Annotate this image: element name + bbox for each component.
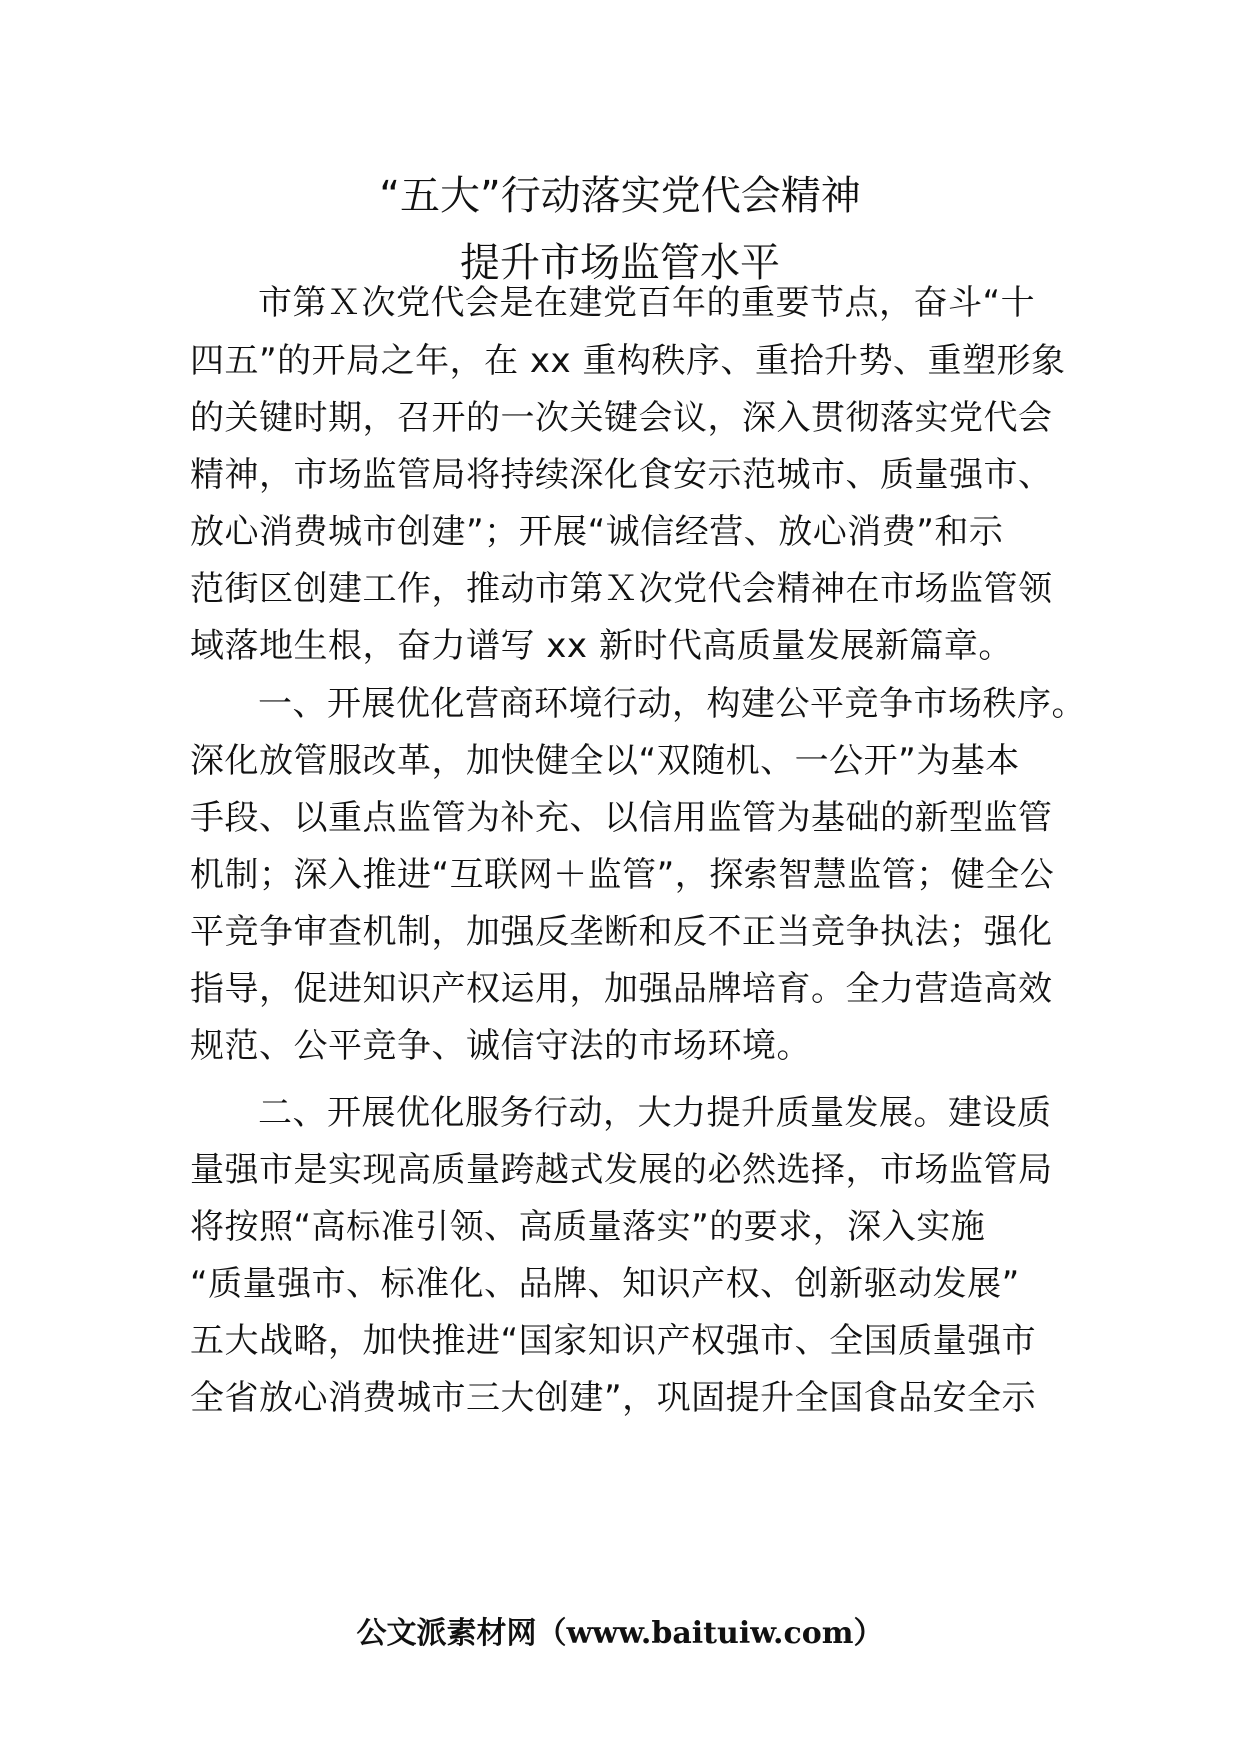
paragraph-line: 全省放心消费城市三大创建”，巩固提升全国食品安全示 (190, 1378, 1037, 1418)
paragraph-line: 指导，促进知识产权运用，加强品牌培育。全力营造高效 (190, 969, 1053, 1009)
paragraph-line: 手段、以重点监管为补充、以信用监管为基础的新型监管 (190, 798, 1053, 838)
section-heading-2: 二、开展优化服务行动，大力提升质量发展。建设质 (258, 1093, 1052, 1133)
section-heading-1: 一、开展优化营商环境行动，构建公平竞争市场秩序。 (258, 684, 1086, 724)
paragraph-line: “质量强市、标准化、品牌、知识产权、创新驱动发展” (190, 1264, 1020, 1304)
paragraph-line: 平竞争审查机制，加强反垄断和反不正当竞争执法；强化 (190, 912, 1053, 952)
paragraph-line: 市第Ｘ次党代会是在建党百年的重要节点，奋斗“十 (258, 283, 1036, 323)
paragraph-line: 五大战略，加快推进“国家知识产权强市、全国质量强市 (190, 1321, 1037, 1361)
paragraph-line: 精神，市场监管局将持续深化食安示范城市、质量强市、 (190, 455, 1053, 495)
paragraph-line: 范街区创建工作，推动市第Ｘ次党代会精神在市场监管领 (190, 569, 1053, 609)
paragraph-line: 域落地生根，奋力谱写 xx 新时代高质量发展新篇章。 (190, 626, 1013, 666)
paragraph-line: 放心消费城市创建”；开展“诚信经营、放心消费”和示 (190, 512, 1004, 552)
paragraph-line: 深化放管服改革，加快健全以“双随机、一公开”为基本 (190, 741, 1020, 781)
paragraph-line: 规范、公平竞争、诚信守法的市场环境。 (190, 1026, 811, 1066)
document-title-line-2: 提升市场监管水平 (460, 240, 780, 286)
footer-watermark: 公文派素材网（www.baituiw.com） (356, 1616, 884, 1651)
document-title-line-1: “五大”行动落实党代会精神 (379, 173, 861, 219)
paragraph-line: 四五”的开局之年，在 xx 重构秩序、重拾升势、重塑形象 (190, 341, 1066, 381)
paragraph-line: 量强市是实现高质量跨越式发展的必然选择，市场监管局 (190, 1150, 1053, 1190)
paragraph-line: 将按照“高标准引领、高质量落实”的要求，深入实施 (190, 1207, 986, 1247)
paragraph-line: 机制；深入推进“互联网＋监管”，探索智慧监管；健全公 (190, 855, 1055, 895)
paragraph-line: 的关键时期，召开的一次关键会议，深入贯彻落实党代会 (190, 398, 1053, 438)
